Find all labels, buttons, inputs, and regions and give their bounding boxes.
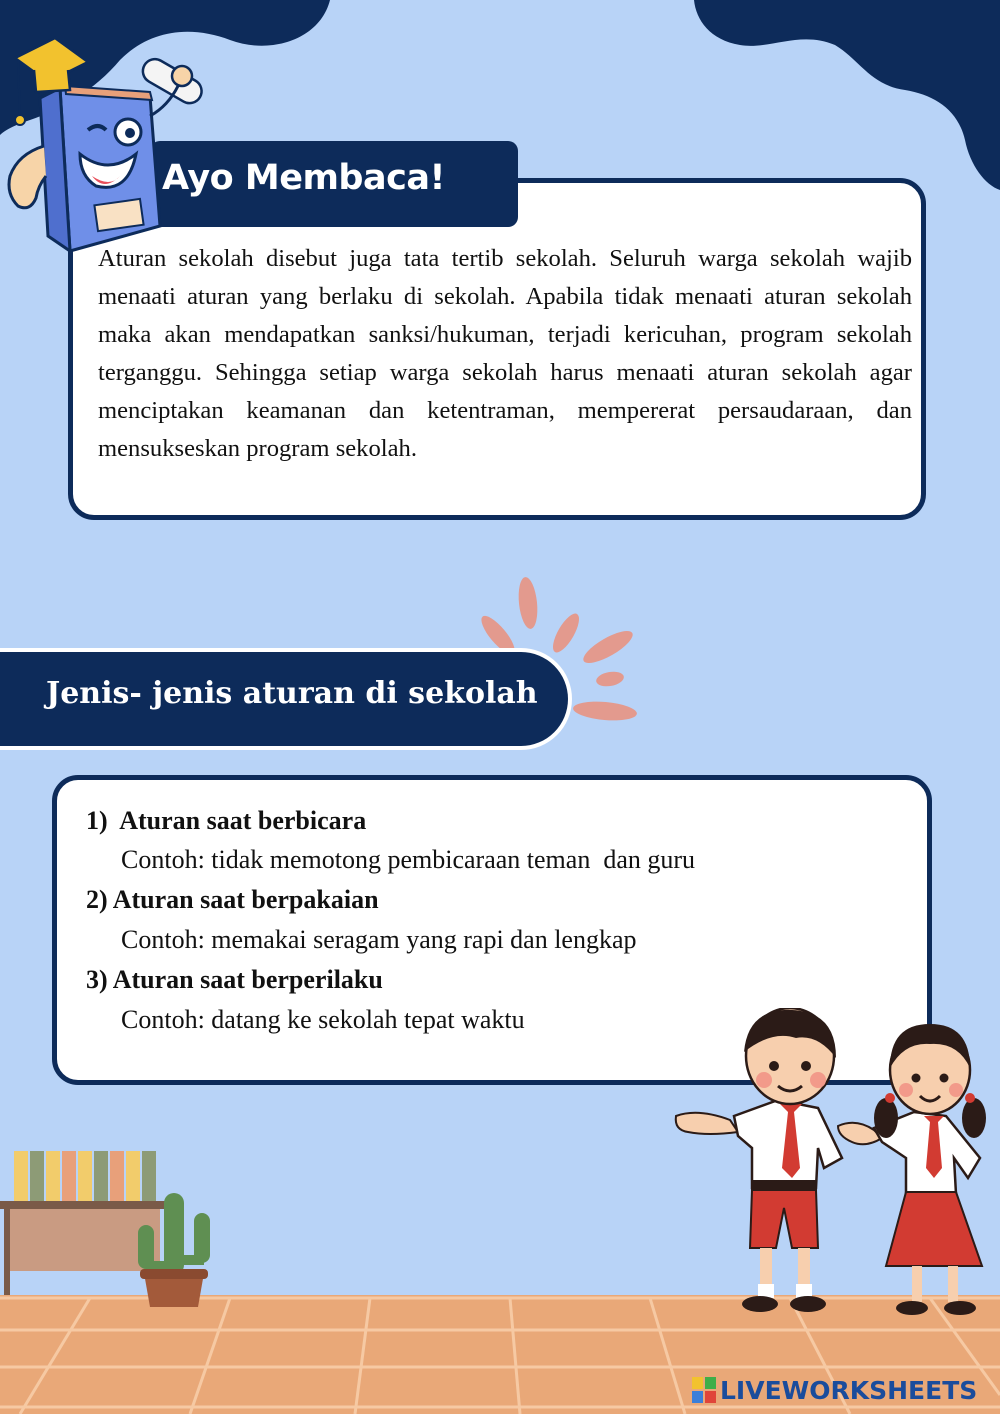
section-title: Jenis- jenis aturan di sekolah bbox=[46, 676, 538, 711]
liveworksheets-watermark bbox=[692, 1372, 977, 1408]
rule-example-3: Contoh: datang ke sekolah tepat waktu bbox=[121, 1005, 525, 1034]
students-illustration bbox=[668, 1008, 1000, 1330]
watermark-text: LIVEWORKSHEETS bbox=[720, 1375, 978, 1405]
boy-student-icon bbox=[676, 1008, 842, 1312]
girl-student-icon bbox=[838, 1024, 986, 1315]
rule-example-2: Contoh: memakai seragam yang rapi dan lengkap bbox=[121, 925, 637, 954]
cactus-plant-icon bbox=[128, 1185, 220, 1310]
liveworksheets-logo-icon bbox=[692, 1377, 716, 1403]
rule-heading-1: 1) Aturan saat berbicara bbox=[86, 806, 367, 835]
rule-heading-2: 2) Aturan saat berpakaian bbox=[86, 885, 379, 914]
book-mascot-icon bbox=[0, 26, 222, 254]
rule-heading-3: 3) Aturan saat berperilaku bbox=[86, 965, 383, 994]
rule-example-1: Contoh: tidak memotong pembicaraan teman dan guru bbox=[121, 845, 696, 874]
reading-title: Ayo Membaca! bbox=[162, 158, 445, 198]
reading-paragraph: Aturan sekolah disebut juga tata tertib sekolah. Seluruh warga sekolah wajib menaati aturan yang berlaku di sekolah. Apabila tidak menaati aturan sekolah maka akan mendapatkan sanksi/hukuman, terjadi kericuhan, program sekolah terganggu. Sehingga setiap warga sekolah harus menaati aturan sekolah agar menciptakan keamanan dan ketentraman, mempererat persaudaraan, dan mensukseskan program sekolah. bbox=[98, 245, 912, 462]
